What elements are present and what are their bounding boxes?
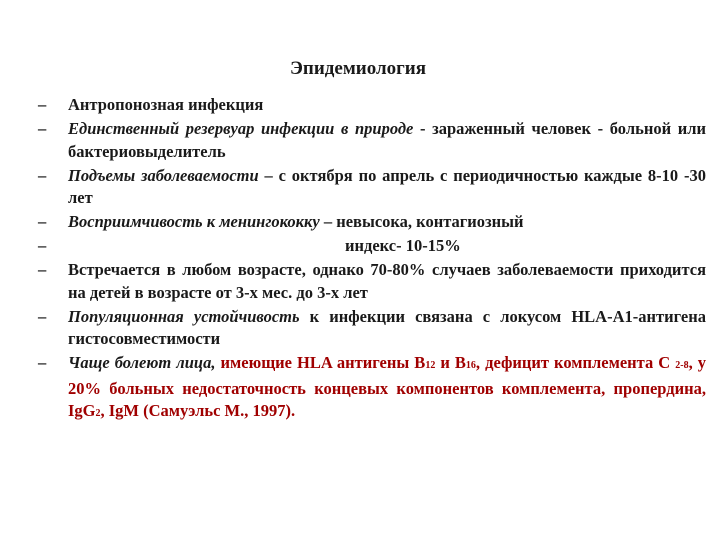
subscript: 2-8 [675,360,689,371]
subscript: 12 [425,360,436,371]
list-item [38,306,706,351]
bullet-dash: – [38,95,47,114]
bullet-dash: – [38,119,47,138]
title-text: Эпидемиология [290,58,426,79]
list-item [38,235,706,258]
list-item [38,165,706,210]
item-text: Встречается в любом возрасте, однако 70-80% случаев заболеваемости приходится на детей в возрасте от 3-х мес. до 3-х лет [68,260,706,302]
item-text: и B [435,353,466,372]
list-item [38,211,706,234]
item-text: - зараженный человек - больной или бактериовыделитель [68,119,706,161]
item-emphasis: Подъемы заболеваемости [68,165,259,185]
bullet-dash: – [38,306,47,326]
item-text: Антропонозная инфекция [68,95,264,114]
item-text: – невысока, контагиозный [319,212,524,231]
bullet-dash: – [38,212,47,231]
item-text: , IgM (Самуэльс М., 1997). [100,401,296,420]
list-item [38,259,706,304]
bullet-list [38,94,706,427]
item-text: к инфекции связана с локусом HLA-A1-антигена гистосовместимости [68,306,706,348]
list-item [38,118,706,163]
subscript: 2 [95,408,101,419]
item-emphasis: Чаще болеют лица, [68,353,216,372]
bullet-dash: – [38,353,47,372]
list-item [38,94,706,117]
item-text: – с октября по апрель с периодичностью каждые 8-10 -30 лет [68,165,706,207]
item-emphasis: Популяционная устойчивость [68,306,300,326]
list-item [38,352,706,426]
item-text: имеющие HLA антигены B [215,353,426,372]
page-title [0,58,720,80]
item-emphasis: Восприимчивость к менингококку [68,212,320,231]
item-text: , дефицит комплемента С [475,353,676,372]
bullet-dash: – [38,165,47,185]
item-text: , у 20% больных недостаточность концевых компонентов комплемента, пропердина, IgG [68,353,706,420]
bullet-dash: – [38,260,47,279]
item-emphasis: Единственный резервуар инфекции в природе [68,119,414,138]
subscript: 16 [465,360,476,371]
item-text: индекс- 10-15% [345,236,461,255]
bullet-dash: – [38,236,47,255]
